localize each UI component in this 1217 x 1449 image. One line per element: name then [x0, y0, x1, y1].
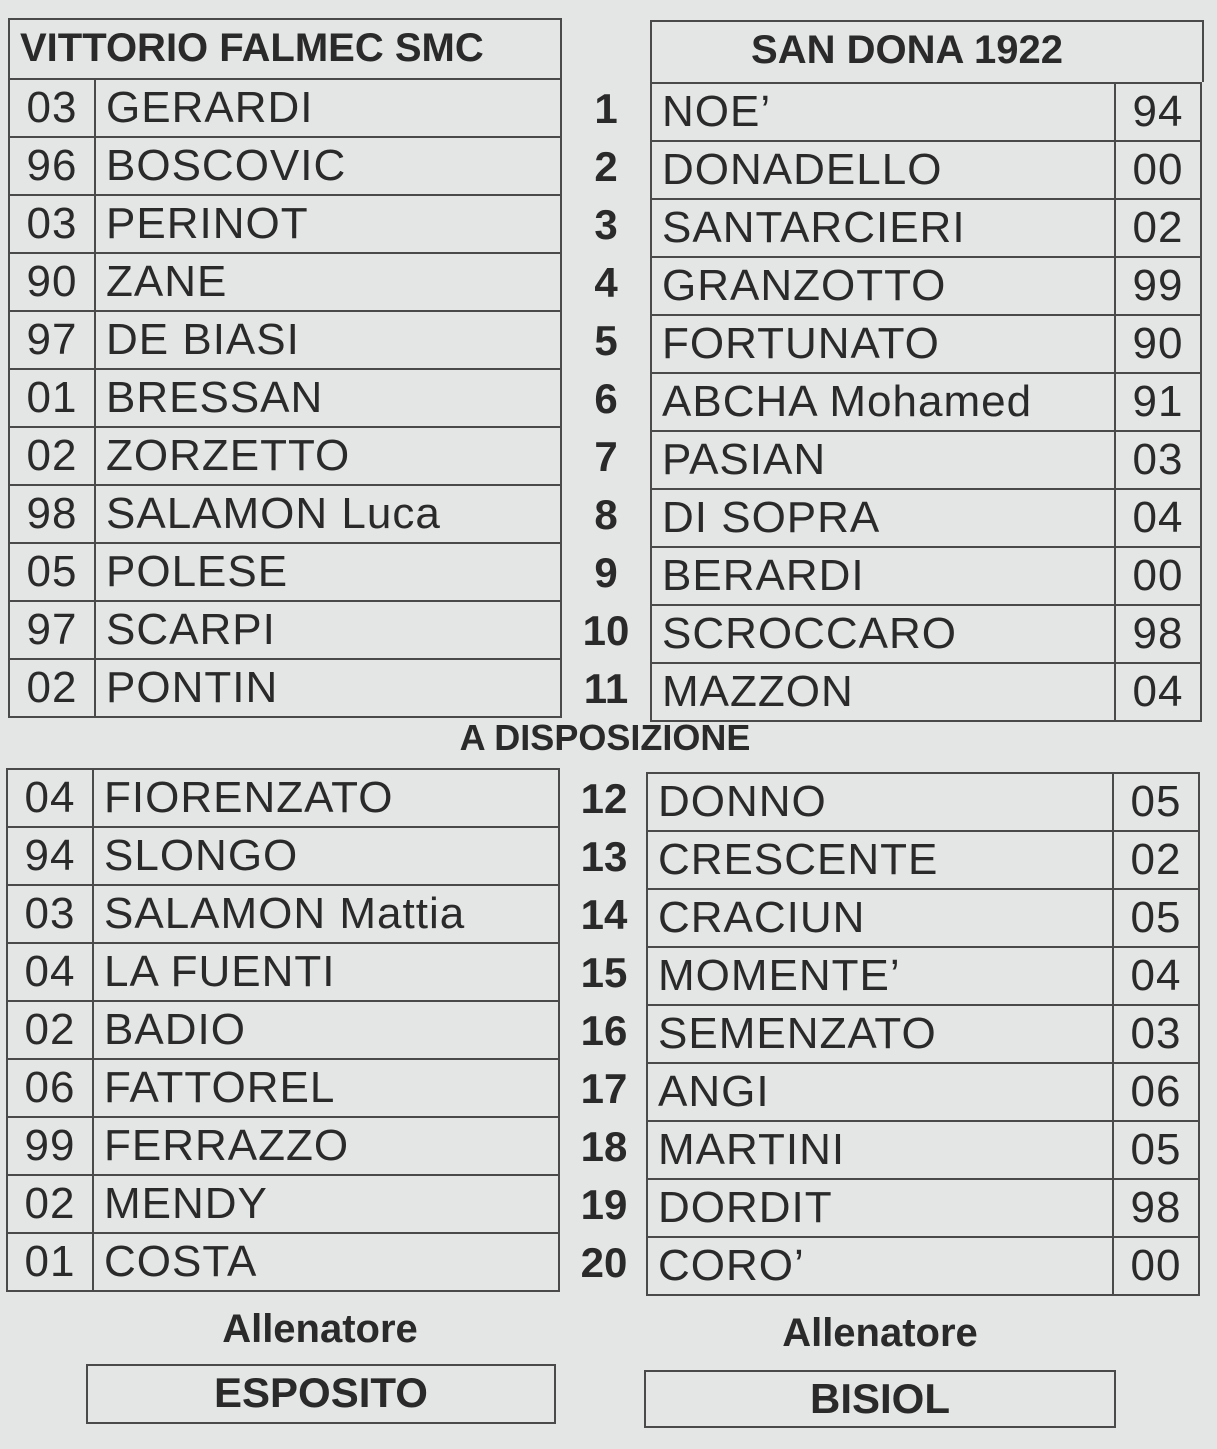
away-subs-table	[646, 772, 1200, 1296]
player-row	[7, 769, 559, 827]
player-name: NOE’	[651, 83, 1115, 141]
player-name: BERARDI	[651, 547, 1115, 605]
birth-year: 04	[1113, 947, 1199, 1005]
birth-year: 04	[7, 769, 93, 827]
player-name: POLESE	[95, 543, 561, 601]
birth-year: 02	[9, 659, 95, 717]
player-row	[647, 1121, 1199, 1179]
player-row	[651, 489, 1201, 547]
player-row	[651, 141, 1201, 199]
sub-numbers	[564, 770, 644, 1292]
birth-year: 03	[9, 79, 95, 137]
player-name: FERRAZZO	[93, 1117, 559, 1175]
player-row	[647, 1237, 1199, 1295]
birth-year: 01	[7, 1233, 93, 1291]
away-coach-name: BISIOL	[644, 1370, 1116, 1428]
jersey-number: 2	[594, 143, 618, 190]
player-row	[7, 827, 559, 885]
player-name: SALAMON Luca	[95, 485, 561, 543]
player-row	[651, 547, 1201, 605]
birth-year: 00	[1115, 547, 1201, 605]
player-name: DORDIT	[647, 1179, 1113, 1237]
player-name: BRESSAN	[95, 369, 561, 427]
jersey-number: 4	[594, 259, 618, 306]
player-row	[9, 195, 561, 253]
player-row	[647, 947, 1199, 1005]
bench-label: A DISPOSIZIONE	[459, 717, 751, 758]
player-name: BADIO	[93, 1001, 559, 1059]
player-row	[7, 1175, 559, 1233]
jersey-number: 15	[580, 949, 628, 996]
jersey-number: 7	[594, 433, 618, 480]
player-row	[7, 1001, 559, 1059]
player-name: PASIAN	[651, 431, 1115, 489]
player-name: SLONGO	[93, 827, 559, 885]
player-row	[9, 659, 561, 717]
player-name: MOMENTE’	[647, 947, 1113, 1005]
player-name: DONNO	[647, 773, 1113, 831]
player-name: DE BIASI	[95, 311, 561, 369]
player-name: SCROCCARO	[651, 605, 1115, 663]
birth-year: 02	[7, 1001, 93, 1059]
birth-year: 91	[1115, 373, 1201, 431]
player-row	[647, 773, 1199, 831]
player-row	[9, 485, 561, 543]
jersey-number: 20	[580, 1239, 628, 1286]
player-name: BOSCOVIC	[95, 137, 561, 195]
player-name: ZORZETTO	[95, 427, 561, 485]
jersey-number: 1	[594, 85, 618, 132]
player-row	[9, 311, 561, 369]
player-row	[651, 199, 1201, 257]
birth-year: 06	[7, 1059, 93, 1117]
player-name: MAZZON	[651, 663, 1115, 721]
away-starters-table	[650, 82, 1202, 722]
birth-year: 90	[9, 253, 95, 311]
player-row	[651, 431, 1201, 489]
player-row	[651, 373, 1201, 431]
birth-year: 06	[1113, 1063, 1199, 1121]
player-name: DONADELLO	[651, 141, 1115, 199]
home-subs-table	[6, 768, 560, 1292]
home-coach-label: Allenatore	[222, 1307, 418, 1351]
player-name: COSTA	[93, 1233, 559, 1291]
birth-year: 94	[1115, 83, 1201, 141]
player-name: CORO’	[647, 1237, 1113, 1295]
birth-year: 99	[7, 1117, 93, 1175]
player-name: PERINOT	[95, 195, 561, 253]
birth-year: 90	[1115, 315, 1201, 373]
birth-year: 04	[1115, 663, 1201, 721]
birth-year: 02	[9, 427, 95, 485]
player-name: FATTOREL	[93, 1059, 559, 1117]
birth-year: 97	[9, 311, 95, 369]
player-name: MARTINI	[647, 1121, 1113, 1179]
player-name: SALAMON Mattia	[93, 885, 559, 943]
player-row	[9, 79, 561, 137]
birth-year: 94	[7, 827, 93, 885]
birth-year: 05	[1113, 889, 1199, 947]
starter-numbers	[566, 80, 646, 718]
jersey-number: 5	[594, 317, 618, 364]
player-row	[647, 1005, 1199, 1063]
jersey-number: 8	[594, 491, 618, 538]
player-row	[647, 1179, 1199, 1237]
birth-year: 96	[9, 137, 95, 195]
birth-year: 97	[9, 601, 95, 659]
player-name: GERARDI	[95, 79, 561, 137]
away-coach-label: Allenatore	[782, 1311, 978, 1355]
player-row	[9, 543, 561, 601]
birth-year: 00	[1113, 1237, 1199, 1295]
player-row	[7, 1059, 559, 1117]
player-name: ANGI	[647, 1063, 1113, 1121]
birth-year: 03	[1115, 431, 1201, 489]
birth-year: 98	[9, 485, 95, 543]
birth-year: 04	[7, 943, 93, 1001]
player-name: FIORENZATO	[93, 769, 559, 827]
birth-year: 05	[1113, 773, 1199, 831]
player-row	[651, 257, 1201, 315]
birth-year: 99	[1115, 257, 1201, 315]
player-row	[9, 253, 561, 311]
jersey-number: 13	[580, 833, 628, 880]
player-row	[651, 315, 1201, 373]
jersey-number: 6	[594, 375, 618, 422]
birth-year: 04	[1115, 489, 1201, 547]
birth-year: 05	[1113, 1121, 1199, 1179]
birth-year: 05	[9, 543, 95, 601]
player-row	[7, 1117, 559, 1175]
birth-year: 00	[1115, 141, 1201, 199]
player-name: CRESCENTE	[647, 831, 1113, 889]
birth-year: 98	[1113, 1179, 1199, 1237]
player-row	[7, 1233, 559, 1291]
player-row	[7, 885, 559, 943]
away-team-header: SAN DONA 1922	[650, 20, 1204, 82]
birth-year: 03	[9, 195, 95, 253]
jersey-number: 14	[580, 891, 628, 938]
player-row	[651, 83, 1201, 141]
player-row	[9, 369, 561, 427]
birth-year: 03	[7, 885, 93, 943]
player-row	[9, 601, 561, 659]
jersey-number: 18	[580, 1123, 628, 1170]
player-row	[651, 605, 1201, 663]
player-row	[9, 427, 561, 485]
birth-year: 01	[9, 369, 95, 427]
player-name: CRACIUN	[647, 889, 1113, 947]
jersey-number: 17	[580, 1065, 628, 1112]
player-row	[7, 943, 559, 1001]
player-name: ZANE	[95, 253, 561, 311]
player-row	[647, 831, 1199, 889]
home-starters-table	[8, 78, 562, 718]
jersey-number: 16	[580, 1007, 628, 1054]
player-row	[647, 1063, 1199, 1121]
jersey-number: 9	[594, 549, 618, 596]
player-row	[647, 889, 1199, 947]
player-name: MENDY	[93, 1175, 559, 1233]
home-coach-name: ESPOSITO	[86, 1364, 556, 1424]
jersey-number: 10	[582, 607, 630, 654]
jersey-number: 11	[583, 665, 629, 712]
player-name: PONTIN	[95, 659, 561, 717]
player-row	[651, 663, 1201, 721]
player-name: SANTARCIERI	[651, 199, 1115, 257]
player-name: SCARPI	[95, 601, 561, 659]
birth-year: 03	[1113, 1005, 1199, 1063]
birth-year: 02	[1113, 831, 1199, 889]
player-name: GRANZOTTO	[651, 257, 1115, 315]
jersey-number: 12	[580, 775, 628, 822]
birth-year: 02	[1115, 199, 1201, 257]
player-name: FORTUNATO	[651, 315, 1115, 373]
player-name: ABCHA Mohamed	[651, 373, 1115, 431]
player-row	[9, 137, 561, 195]
player-name: SEMENZATO	[647, 1005, 1113, 1063]
jersey-number: 19	[580, 1181, 628, 1228]
birth-year: 98	[1115, 605, 1201, 663]
birth-year: 02	[7, 1175, 93, 1233]
player-name: LA FUENTI	[93, 943, 559, 1001]
home-team-header: VITTORIO FALMEC SMC	[8, 18, 562, 78]
player-name: DI SOPRA	[651, 489, 1115, 547]
jersey-number: 3	[594, 201, 618, 248]
